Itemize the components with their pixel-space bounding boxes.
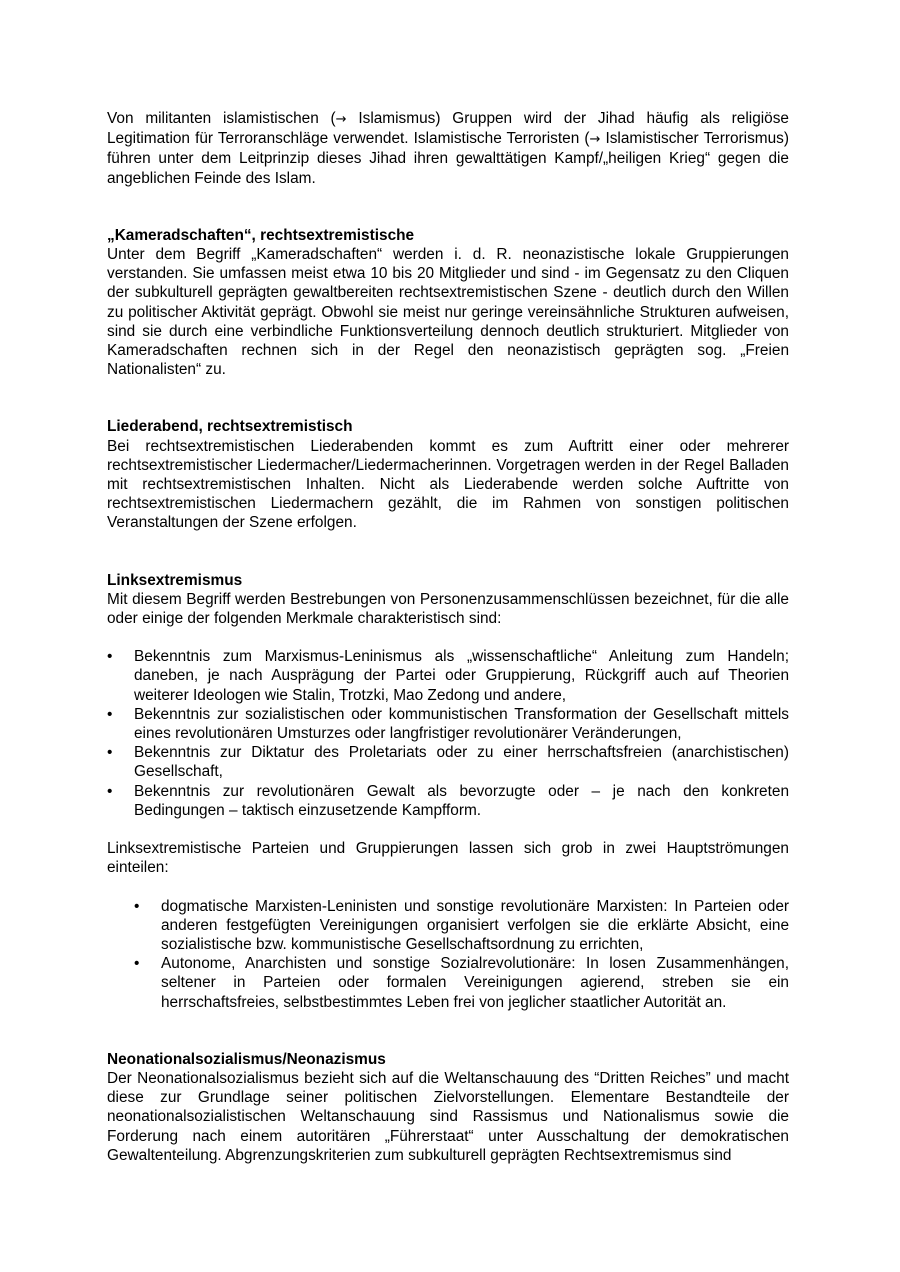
document-page xyxy=(107,109,789,1165)
list-item: • Bekenntnis zum Marxismus-Leninismus als „wissenschaftliche“ Anleitung zum Handeln; daneben, je nach Ausprägung der Partei oder Gruppierung, Rückgriff auch auf Theorien weiterer Ideologen wie Stalin, Trotzki, Mao Zedong und andere, xyxy=(107,647,789,705)
section-heading: „Kameradschaften“, rechtsextremistische xyxy=(107,226,415,244)
intro-paragraph: Von militanten islamistischen (→ Islamismus) Gruppen wird der Jihad häufig als religiöse Legitimation für Terroranschläge verwendet. Islamistische Terroristen (→ Islamistischer Terrorismus) führen unter dem Leitprinzip dieses Jihad ihren gewalttätigen Kampf/„heiligen Krieg“ gegen die angeblichen Feinde des Islam. xyxy=(107,110,789,187)
section-linksextremismus xyxy=(107,571,789,1012)
section-heading: Linksextremismus xyxy=(107,571,243,589)
section-neonazismus xyxy=(107,1050,789,1165)
list-item: • Bekenntnis zur revolutionären Gewalt als bevorzugte oder – je nach den konkreten Bedingungen – taktisch einzusetzende Kampfform. xyxy=(107,782,789,820)
merkmale-list xyxy=(107,647,789,820)
stroemungen-list xyxy=(107,897,789,1012)
list-item: • dogmatische Marxisten-Leninisten und sonstige revolutionäre Marxisten: In Parteien oder anderen festgefügten Vereinigungen organisiert verfolgen sie die erklärte Absicht, eine sozialistische bzw. kommunistische Gesellschaftsordnung zu errichten, xyxy=(107,897,789,955)
section-heading: Neonationalsozialismus/Neonazismus xyxy=(107,1050,386,1068)
section-body: Bei rechtsextremistischen Liederabenden kommt es zum Auftritt einer oder mehrerer rechtsextremistischer Liedermacher/Liedermacherinnen. Vorgetragen werden in der Regel Balladen mit rechtsextremistischen Inhalten. Nicht als Liederabende werden solche Auftritte von rechtsextremistischen Liedermachern gezählt, die im Rahmen von sonstigen politischen Veranstaltungen der Szene erfolgen. xyxy=(107,437,789,532)
section-liederabend xyxy=(107,417,789,532)
section-body: Linksextremistische Parteien und Gruppierungen lassen sich grob in zwei Hauptströmungen einteilen: xyxy=(107,840,789,877)
arrow-right-icon: → xyxy=(589,132,601,148)
arrow-right-icon: → xyxy=(335,112,347,127)
list-item: • Autonome, Anarchisten und sonstige Sozialrevolutionäre: In losen Zusammenhängen, seltener in Parteien oder formalen Vereinigungen agierend, streben sie ein herrschaftsfreies, selbstbestimmtes Leben frei von jeglicher staatlicher Autorität an. xyxy=(107,954,789,1012)
section-body: Mit diesem Begriff werden Bestrebungen von Personenzusammenschlüssen bezeichnet, für die alle oder einige der folgenden Merkmale charakteristisch sind: xyxy=(107,590,789,628)
section-body: Unter dem Begriff „Kameradschaften“ werden i. d. R. neonazistische lokale Gruppierungen verstanden. Sie umfassen meist etwa 10 bis 20 Mitglieder und sind - im Gegensatz zu den Cliquen der subkulturell geprägten gewaltbereiten rechtsextremistischen Szene - deutlich durch den Willen zu politischer Aktivität geprägt. Obwohl sie meist nur geringe vereinsähnliche Strukturen aufweisen, sind sie durch eine verbindliche Funktionsverteilung dennoch deutlich strukturiert. Mitglieder von Kameradschaften rechnen sich in der Regel den neonazistisch geprägten sog. „Freien Nationalisten“ zu. xyxy=(107,246,789,379)
section-kameradschaften xyxy=(107,226,789,380)
list-item: • Bekenntnis zur Diktatur des Proletariats oder zu einer herrschaftsfreien (anarchistischen) Gesellschaft, xyxy=(107,743,789,781)
list-item: • Bekenntnis zur sozialistischen oder kommunistischen Transformation der Gesellschaft mittels eines revolutionären Umsturzes oder langfristiger revolutionärer Veränderungen, xyxy=(107,705,789,743)
section-heading: Liederabend, rechtsextremistisch xyxy=(107,418,353,436)
section-body: Der Neonationalsozialismus bezieht sich auf die Weltanschauung des “Dritten Reiches” und macht diese zur Grundlage seiner politischen Zielvorstellungen. Elementare Bestandteile der neonationalsozialistischen Weltanschauung sind Rassismus und Nationalismus sowie die Forderung nach einem autoritären „Führerstaat“ unter Ausschaltung der demokratischen Gewaltenteilung. Abgrenzungskriterien zum subkulturell geprägten Rechtsextremismus sind xyxy=(107,1069,789,1164)
